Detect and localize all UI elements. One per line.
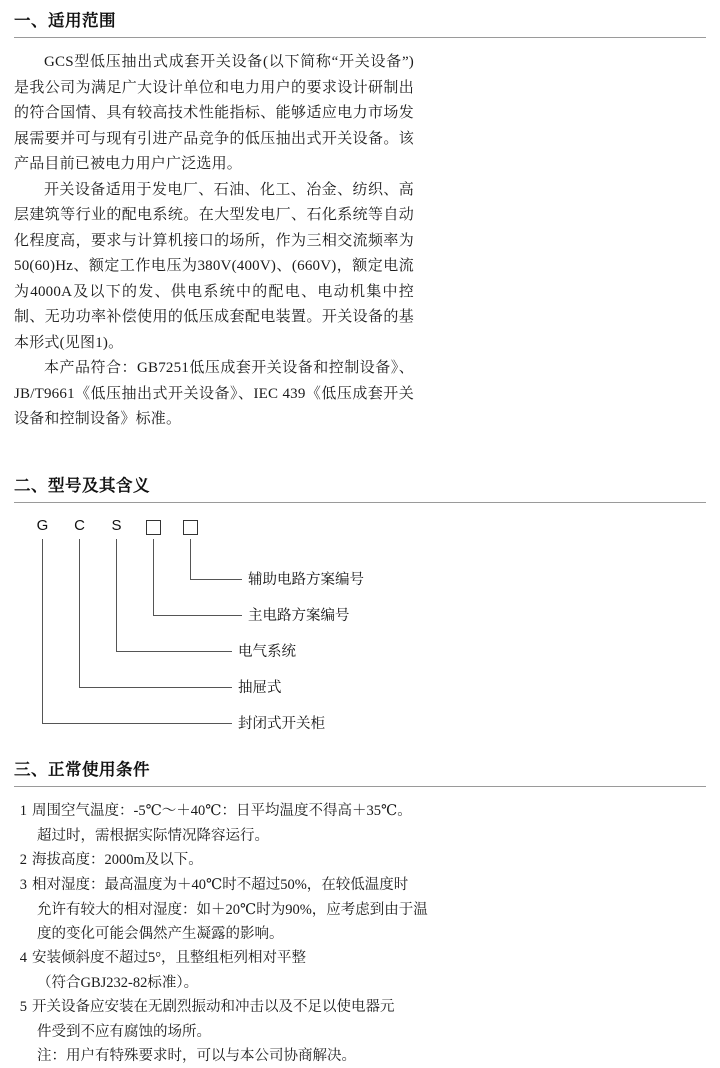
- leader-line-vertical: [79, 539, 80, 687]
- list-item-text: 海拔高度：2000m及以下。: [32, 851, 203, 868]
- label-electrical-system: 电气系统: [238, 643, 296, 660]
- list-item: [14, 873, 434, 946]
- list-item: [14, 848, 434, 872]
- leader-line-vertical: [153, 539, 154, 615]
- leader-line-horizontal: [42, 723, 232, 724]
- list-item-number: 1: [19, 802, 27, 819]
- conditions-note: 注：用户有特殊要求时，可以与本公司协商解决。: [37, 1047, 356, 1064]
- model-code-row: [24, 517, 209, 535]
- paragraph: GCS型低压抽出式成套开关设备(以下简称“开关设备”)是我公司为满足广大设计单位和电力用户的要求设计研制出的符合国情、具有较高技术性能指标、能够适应电力市场发展需要并可与现有引进产品竞争的低压抽出式开关设备。该产品目前已被电力用户广泛选用。: [14, 54, 414, 173]
- spacer: [0, 433, 720, 475]
- code-cell-c: C: [74, 516, 85, 534]
- label-enclosed-switchgear-cabinet: 封闭式开关柜: [238, 715, 325, 732]
- list-item-subtext: （符合GBJ232-82标准）。: [37, 974, 199, 991]
- leader-line-horizontal: [116, 651, 232, 652]
- section-service-conditions: [0, 759, 720, 1068]
- section-model-code: [0, 475, 720, 732]
- list-item: [14, 946, 434, 995]
- section-heading-service-conditions: 三、正常使用条件: [14, 760, 150, 779]
- list-item-subtext: 超过时，需根据实际情况降容运行。: [37, 827, 269, 844]
- scope-body: [14, 50, 414, 433]
- section-heading-model-code: 二、型号及其含义: [14, 476, 150, 495]
- label-aux-circuit-scheme: 辅助电路方案编号: [248, 571, 364, 588]
- list-item-number: 2: [19, 851, 27, 868]
- leader-line-horizontal: [153, 615, 242, 616]
- code-cell-s: S: [111, 516, 122, 534]
- empty-box-icon: [146, 520, 161, 535]
- leader-line-vertical: [42, 539, 43, 723]
- section-heading-scope: 一、适用范围: [14, 12, 116, 30]
- model-code-diagram: [0, 516, 720, 732]
- paragraph: 开关设备适用于发电厂、石油、化工、冶金、纺织、高层建筑等行业的配电系统。在大型发电厂、石化系统等自动化程度高，要求与计算机接口的场所，作为三相交流频率为50(60)Hz、额定工作电压为380V(400V)、(660V)，额定电流为4000A及以下的发、供电系统中的配电、电动机集中控制、无功功率补偿使用的低压成套配电装置。开关设备的基本形式(见图1)。: [14, 181, 414, 351]
- paragraph: 本产品符合：GB7251低压成套开关设备和控制设备》、JB/T9661《低压抽出式开关设备》、IEC 439《低压成套开关设备和控制设备》标准。: [14, 360, 414, 428]
- list-item: [14, 995, 434, 1044]
- label-main-circuit-scheme: 主电路方案编号: [248, 607, 350, 624]
- heading-divider: [14, 502, 706, 503]
- list-item-subtext: 允许有较大的相对湿度：如＋20℃时为90%，应考虑到由于温度的变化可能会偶然产生凝露的影响。: [37, 901, 428, 942]
- list-item-number: 4: [19, 949, 27, 966]
- conditions-list: [14, 799, 434, 1044]
- list-item-text: 相对湿度：最高温度为＋40℃时不超过50%，在较低温度时: [32, 876, 409, 893]
- section-scope: [0, 10, 720, 433]
- list-item-text: 周围空气温度：-5℃～＋40℃：日平均温度不得高＋35℃。: [32, 802, 412, 819]
- leader-line-horizontal: [190, 579, 242, 580]
- code-cell-box-main: [135, 517, 172, 535]
- list-item-number: 5: [19, 998, 27, 1015]
- list-item-text: 安装倾斜度不超过5°，且整组柜列相对平整: [32, 949, 307, 966]
- list-item-text: 开关设备应安装在无剧烈振动和冲击以及不足以使电器元: [32, 998, 395, 1015]
- label-drawer-type: 抽屉式: [238, 679, 282, 696]
- leader-line-vertical: [116, 539, 117, 651]
- list-item-number: 3: [19, 876, 27, 893]
- code-cell-box-aux: [172, 517, 209, 535]
- empty-box-icon: [183, 520, 198, 535]
- code-cell-g: G: [36, 516, 49, 534]
- list-item-subtext: 件受到不应有腐蚀的场所。: [37, 1023, 211, 1040]
- leader-line-vertical: [190, 539, 191, 579]
- list-item: [14, 799, 434, 848]
- heading-divider: [14, 786, 706, 787]
- heading-divider: [14, 37, 706, 38]
- leader-line-horizontal: [79, 687, 232, 688]
